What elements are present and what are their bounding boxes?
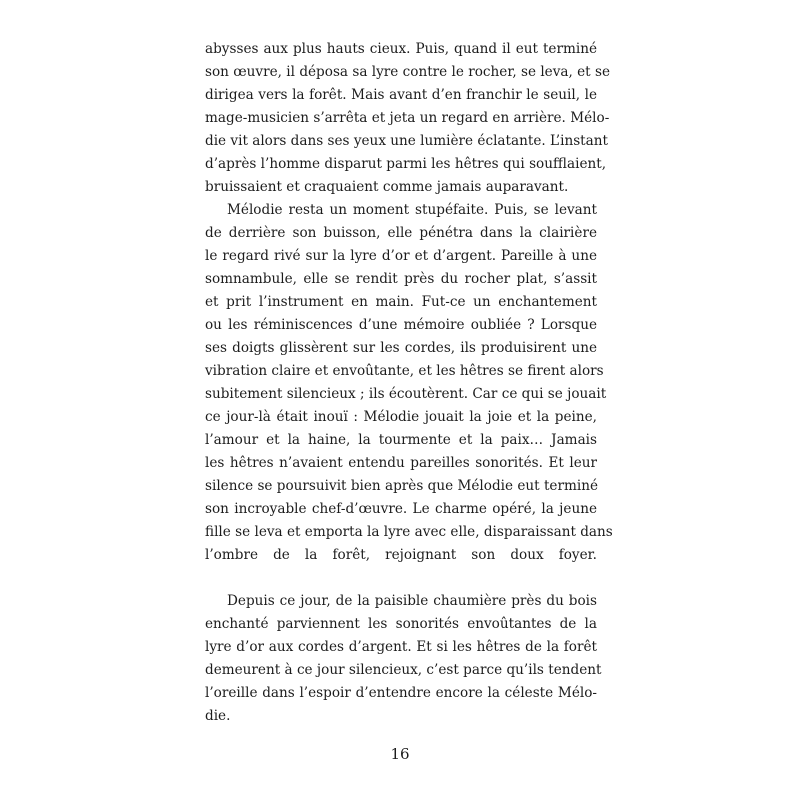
text-line: Depuis ce jour, de la paisible chaumière près du bois [227, 593, 597, 609]
text-line: silence se poursuivit bien après que Mélodie eut terminé [205, 478, 598, 494]
text-line: son œuvre, il déposa sa lyre contre le rocher, se leva, et se [205, 64, 610, 80]
text-line: demeurent à ce jour silencieux, c’est parce qu’ils tendent [205, 662, 602, 678]
text-line: die. [205, 708, 231, 724]
text-line: ou les réminiscences d’une mémoire oubliée ? Lorsque [205, 317, 597, 333]
paragraph-1 [205, 38, 610, 199]
body-text [205, 38, 613, 728]
page-number: 16 [390, 745, 410, 763]
text-line: die vit alors dans ses yeux une lumière éclatante. L’instant [205, 133, 608, 149]
text-line: l’amour et la haine, la tourmente et la paix… Jamais [205, 432, 597, 448]
text-line: fille se leva et emporta la lyre avec elle, disparaissant dans [205, 524, 613, 540]
text-line: bruissaient et craquaient comme jamais auparavant. [205, 179, 569, 195]
text-line: dirigea vers la forêt. Mais avant d’en franchir le seuil, le [205, 87, 597, 103]
text-line: abysses aux plus hauts cieux. Puis, quand il eut terminé [205, 41, 597, 57]
text-line: subitement silencieux ; ils écoutèrent. Car ce qui se jouait [205, 386, 607, 402]
text-line: enchanté parviennent les sonorités envoûtantes de la [205, 616, 597, 632]
text-line: somnambule, elle se rendit près du rocher plat, s’assit [205, 271, 597, 287]
text-line: les hêtres n’avaient entendu pareilles sonorités. Et leur [205, 455, 597, 471]
text-line: Mélodie resta un moment stupéfaite. Puis, se levant [227, 202, 597, 218]
text-line: son incroyable chef-d’œuvre. Le charme opéré, la jeune [205, 501, 597, 517]
paragraph-2 [205, 199, 613, 590]
text-line: vibration claire et envoûtante, et les hêtres se firent alors [205, 363, 604, 379]
paragraph-3 [205, 590, 602, 728]
text-line: mage-musicien s’arrêta et jeta un regard en arrière. Mélo- [205, 110, 610, 126]
text-line: l’oreille dans l’espoir d’entendre encore la céleste Mélo- [205, 685, 597, 701]
text-line: et prit l’instrument en main. Fut-ce un enchantement [205, 294, 597, 310]
text-line: ses doigts glissèrent sur les cordes, ils produisirent une [205, 340, 597, 356]
text-line: lyre d’or aux cordes d’argent. Et si les hêtres de la forêt [205, 639, 597, 655]
text-line [205, 567, 597, 590]
text-line: l’ombre de la forêt, rejoignant son doux foyer. [205, 547, 597, 563]
text-line: ce jour-là était inouï : Mélodie jouait la joie et la peine, [205, 409, 597, 425]
text-line: de derrière son buisson, elle pénétra dans la clairière [205, 225, 597, 241]
text-line: le regard rivé sur la lyre d’or et d’argent. Pareille à une [205, 248, 597, 264]
text-line: d’après l’homme disparut parmi les hêtres qui soufflaient, [205, 156, 607, 172]
